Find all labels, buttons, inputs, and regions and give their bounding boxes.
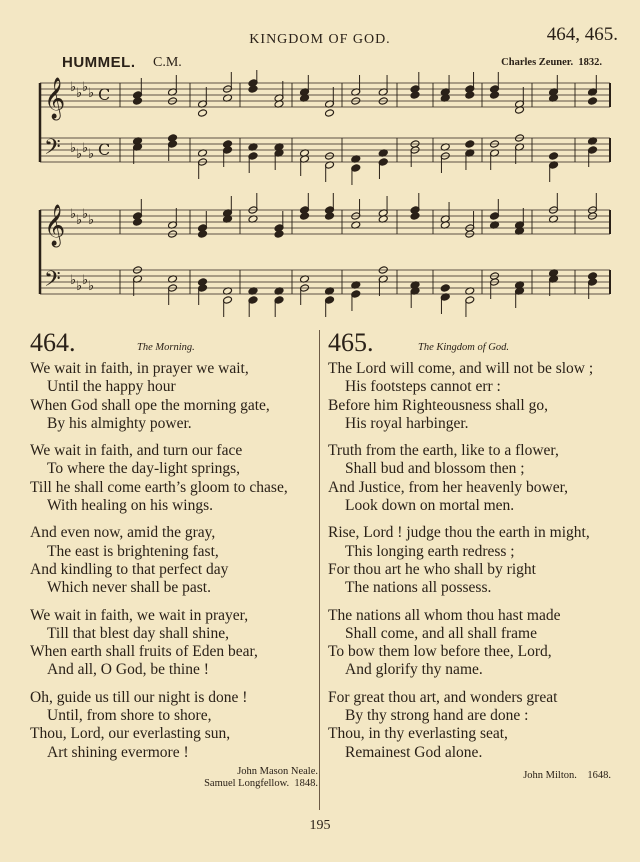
note-head: [440, 284, 450, 292]
flat-icon: ♭: [82, 140, 89, 155]
music-score: [30, 70, 615, 320]
verse-line: By thy strong hand are done :: [345, 707, 529, 725]
verse-line: When God shall ope the morning gate,: [30, 396, 270, 414]
note-head: [549, 152, 559, 160]
verse-line: And glorify thy name.: [345, 661, 483, 679]
flat-icon: ♭: [88, 146, 95, 161]
verse-line: And even now, amid the gray,: [30, 524, 216, 542]
verse-line: And kindling to that perfect day: [30, 560, 229, 578]
stanza: [30, 607, 330, 680]
treble-clef-icon: 𝄞: [44, 78, 66, 119]
flat-icon: ♭: [88, 85, 95, 100]
verse-line: The Lord will come, and will not be slow ;: [328, 360, 594, 377]
hymn-465: [328, 330, 618, 782]
note-head: [198, 109, 208, 117]
verse-line: This longing earth redress ;: [345, 542, 515, 560]
flat-icon: ♭: [70, 272, 77, 287]
hymn-number: 465.: [328, 328, 374, 357]
hymn-text: [328, 360, 618, 762]
stanza: [328, 360, 618, 433]
note-head: [588, 97, 598, 105]
hymn-number: 464.: [30, 328, 76, 357]
stanza: [328, 689, 618, 762]
stanza: [328, 607, 618, 680]
verse-line: We wait in faith, and turn our face: [30, 442, 243, 460]
running-head: KINGDOM OF GOD.: [249, 32, 391, 47]
verse-line: The east is brightening fast,: [47, 542, 219, 560]
time-signature: C: [98, 140, 111, 159]
verse-line: Shall bud and blossom then ;: [345, 460, 525, 478]
verse-line: And all, O God, be thine !: [47, 661, 209, 679]
stanza: [30, 524, 330, 597]
flat-icon: ♭: [88, 278, 95, 293]
hymn-title: The Morning.: [137, 342, 195, 353]
flat-icon: ♭: [70, 140, 77, 155]
verse-line: Thou, Lord, our everlasting sun,: [30, 725, 231, 743]
verse-line: Art shining evermore !: [47, 743, 189, 761]
verse-line: Till that blest day shall shine,: [47, 624, 229, 642]
verse-line: Rise, Lord ! judge thou the earth in might,: [328, 524, 590, 542]
verse-line: Remainest God alone.: [345, 743, 483, 761]
stanza: [30, 689, 330, 762]
treble-clef-icon: 𝄞: [44, 205, 66, 246]
verse-line: The nations all possess.: [345, 579, 492, 597]
verse-line: To where the day-light springs,: [47, 460, 241, 478]
verse-line: Till he shall come earth’s gloom to chase,: [30, 478, 288, 496]
verse-line: When earth shall fruits of Eden bear,: [30, 643, 258, 661]
bass-clef-icon: 𝄢: [44, 267, 61, 297]
verse-line: Thou, in thy everlasting seat,: [328, 725, 508, 743]
flat-icon: ♭: [76, 146, 83, 161]
verse-line: For thou art he who shall by right: [328, 560, 536, 578]
verse-line: And Justice, from her heavenly bower,: [328, 478, 568, 496]
page-number: 195: [309, 818, 331, 833]
verse-line: His footsteps cannot err :: [345, 378, 501, 396]
tune-meter: C.M.: [153, 55, 182, 70]
verse-line: Look down on mortal men.: [345, 497, 515, 515]
flat-icon: ♭: [70, 79, 77, 94]
verse-line: With healing on his wings.: [47, 497, 213, 515]
verse-line: Before him Righteousness shall go,: [328, 396, 548, 414]
hymn-attribution: [328, 770, 611, 782]
author-line: John Mason Neale.: [237, 765, 318, 777]
note-head: [465, 140, 475, 148]
flat-icon: ♭: [70, 206, 77, 221]
verse-line: We wait in faith, in prayer we wait,: [30, 360, 249, 377]
verse-line: By his almighty power.: [47, 414, 192, 432]
verse-line: The nations all whom thou hast made: [328, 606, 561, 624]
author-line: Samuel Longfellow. 1848.: [204, 777, 318, 789]
flat-icon: ♭: [82, 79, 89, 94]
verse-line: To bow them low before thee, Lord,: [328, 643, 552, 661]
hymn-title: The Kingdom of God.: [418, 342, 510, 353]
verse-line: For great thou art, and wonders great: [328, 688, 558, 706]
hymn-464: [30, 330, 330, 790]
flat-icon: ♭: [76, 212, 83, 227]
note-head: [325, 109, 335, 117]
stanza: [328, 442, 618, 515]
hymn-text: [30, 360, 330, 762]
bass-clef-icon: 𝄢: [44, 135, 61, 165]
verse-line: We wait in faith, we wait in prayer,: [30, 606, 249, 624]
hymn-attribution: [30, 766, 318, 790]
verse-line: Truth from the earth, like to a flower,: [328, 442, 559, 460]
hymn-numbers: 464, 465.: [546, 24, 618, 45]
composer-name: Charles Zeuner.: [501, 57, 574, 68]
stanza: [30, 360, 330, 433]
author-line: John Milton.: [523, 769, 577, 781]
verse-line: Shall come, and all shall frame: [345, 624, 537, 642]
verse-line: Until the happy hour: [47, 378, 176, 396]
flat-icon: ♭: [82, 206, 89, 221]
hymn-heading: [328, 330, 618, 360]
composer-year: 1832.: [578, 57, 602, 68]
flat-icon: ♭: [76, 278, 83, 293]
verse-line: Oh, guide us till our night is done !: [30, 688, 248, 706]
flat-icon: ♭: [82, 272, 89, 287]
flat-icon: ♭: [88, 212, 95, 227]
verse-line: Which never shall be past.: [47, 579, 211, 597]
time-signature: C: [98, 85, 111, 104]
stanza: [328, 524, 618, 597]
verse-line: His royal harbinger.: [345, 414, 469, 432]
flat-icon: ♭: [76, 85, 83, 100]
verse-line: Until, from shore to shore,: [47, 707, 212, 725]
tune-composer: [501, 57, 602, 68]
tune-name: HUMMEL.: [62, 54, 136, 71]
stanza: [30, 442, 330, 515]
author-year: 1648.: [587, 769, 611, 781]
hymn-heading: [30, 330, 330, 360]
